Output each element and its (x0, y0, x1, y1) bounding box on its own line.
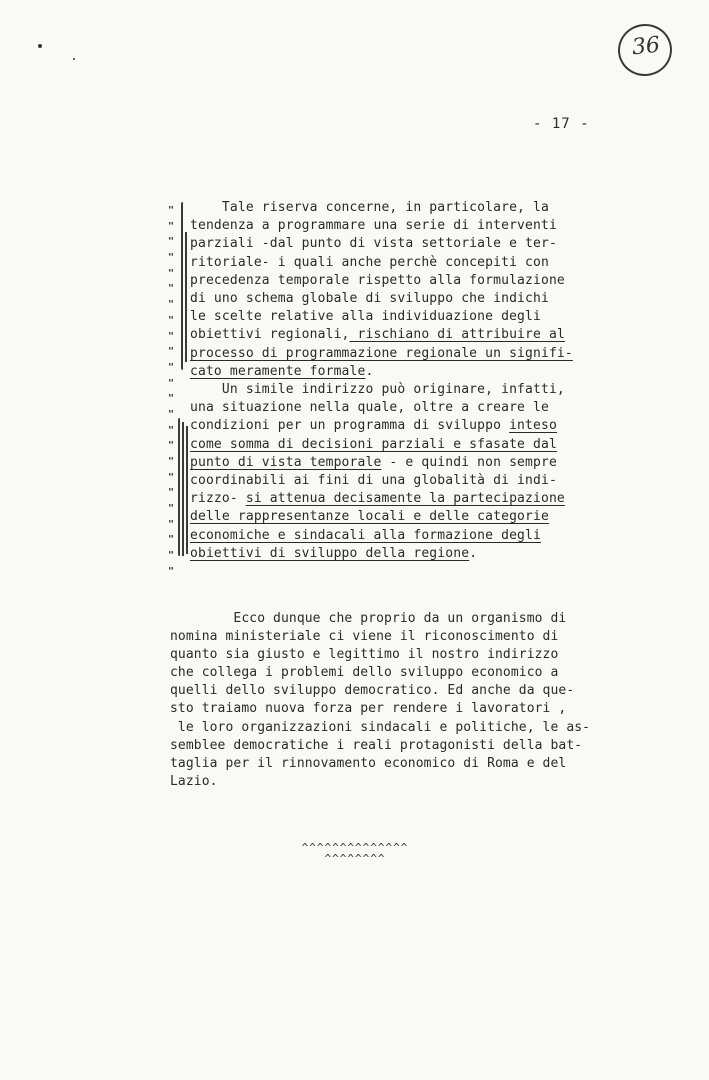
margin-bracket (182, 422, 184, 556)
text-fragment: . (365, 363, 374, 379)
quote-mark: " (168, 550, 175, 562)
underlined-text-line: come somma di decisioni parziali e sfasate dal (190, 436, 557, 452)
quote-mark: " (168, 534, 175, 546)
text-fragment: - e quindi non sempre (381, 454, 557, 470)
text-line: Lazio. (170, 773, 218, 789)
margin-bracket (185, 232, 187, 362)
quote-mark: " (168, 205, 175, 216)
margin-bracket (186, 426, 188, 554)
underlined-text: si attenua decisamente la partecipazione (245, 491, 565, 507)
quotation-marks-column (168, 203, 178, 580)
text-line: quanto sia giusto e legittimo il nostro indirizzo (170, 647, 559, 663)
ink-speck (73, 58, 75, 60)
quote-mark: " (168, 503, 175, 515)
margin-bracket (178, 418, 180, 556)
quote-mark: " (168, 440, 175, 452)
text-line: Ecco dunque che proprio da un organismo di (170, 611, 567, 626)
archive-number: 36 (630, 32, 662, 61)
underlined-text: obiettivi di sviluppo della regione (190, 545, 470, 561)
quote-mark: " (168, 361, 175, 373)
text-line: Un simile indirizzo può originare, infatti, (190, 382, 565, 397)
quote-mark: " (168, 252, 175, 264)
text-fragment: obiettivi regionali, (190, 327, 350, 343)
text-line: semblee democratiche i reali protagonisti della bat- (170, 737, 583, 753)
text-fragment: . (469, 545, 478, 561)
closing-ornament: ^^^^^^^^^^^^^^ (301, 841, 409, 854)
quote-mark: " (168, 330, 175, 342)
page-number: - 17 - (533, 116, 590, 132)
underlined-text-line: delle rappresentanze locali e delle categorie (190, 509, 549, 525)
text-line (190, 490, 620, 508)
text-line: coordinabili ai fini di una globalità di indi- (190, 473, 557, 489)
quote-mark: " (168, 299, 175, 311)
text-line: nomina ministeriale ci viene il riconoscimento di (170, 629, 559, 645)
underlined-text: inteso (509, 418, 557, 434)
text-line (190, 417, 620, 435)
text-fragment: condizioni per un programma di sviluppo (190, 418, 510, 434)
text-line: una situazione nella quale, oltre a creare le (190, 400, 549, 416)
text-line: ritoriale- i quali anche perchè concepiti con (190, 254, 549, 270)
underlined-text-line: economiche e sindacali alla formazione degli (190, 527, 541, 543)
underlined-text: rischiano di attribuire al (349, 327, 565, 343)
quote-mark: " (168, 283, 175, 295)
text-line: quelli dello sviluppo democratico. Ed anche da que- (170, 683, 575, 699)
paragraph-quoted-2 (190, 381, 620, 563)
quote-mark: " (168, 377, 175, 389)
quote-mark: " (168, 471, 175, 483)
quote-mark: " (168, 267, 175, 279)
paragraph-conclusion (170, 610, 620, 791)
text-line: di uno schema globale di sviluppo che indichi (190, 291, 549, 307)
underlined-text-line: processo di programmazione regionale un signifi- (190, 345, 573, 361)
quote-mark: " (168, 408, 175, 420)
quote-mark: " (168, 220, 175, 232)
quote-mark: " (168, 565, 175, 577)
quote-mark: " (168, 487, 175, 499)
quote-mark: " (168, 456, 175, 467)
closing-ornament: ^^^^^^^^ (324, 852, 386, 865)
underlined-text: cato meramente formale (190, 363, 366, 379)
text-line: parziali -dal punto di vista settoriale e ter- (190, 236, 557, 252)
text-line: tendenza a programmare una serie di interventi (190, 218, 557, 234)
margin-bracket (181, 202, 183, 370)
text-line (190, 454, 620, 472)
underlined-text: punto di vista temporale (190, 454, 382, 470)
text-line: precedenza temporale rispetto alla formulazione (190, 272, 565, 288)
text-fragment: rizzo- (190, 491, 246, 507)
text-line: sto traiamo nuova forza per rendere i lavoratori , (170, 701, 567, 717)
quote-mark: " (168, 314, 175, 326)
paragraph-quoted-1 (190, 199, 620, 381)
text-line (190, 363, 620, 381)
quote-mark: " (168, 346, 175, 358)
text-line: le loro organizzazioni sindacali e politiche, le as- (170, 719, 591, 735)
text-line: che collega i problemi dello sviluppo economico a (170, 665, 559, 681)
quote-mark: " (168, 424, 175, 436)
quote-mark: " (168, 393, 175, 405)
text-line: le scelte relative alla individuazione degli (190, 309, 541, 325)
text-line: Tale riserva concerne, in particolare, la (190, 200, 549, 215)
ink-speck (38, 44, 42, 48)
text-line (190, 326, 620, 344)
text-line: taglia per il rinnovamento economico di Roma e del (170, 755, 567, 771)
quote-mark: " (168, 518, 175, 530)
text-line (190, 545, 620, 563)
quote-mark: " (168, 236, 175, 248)
